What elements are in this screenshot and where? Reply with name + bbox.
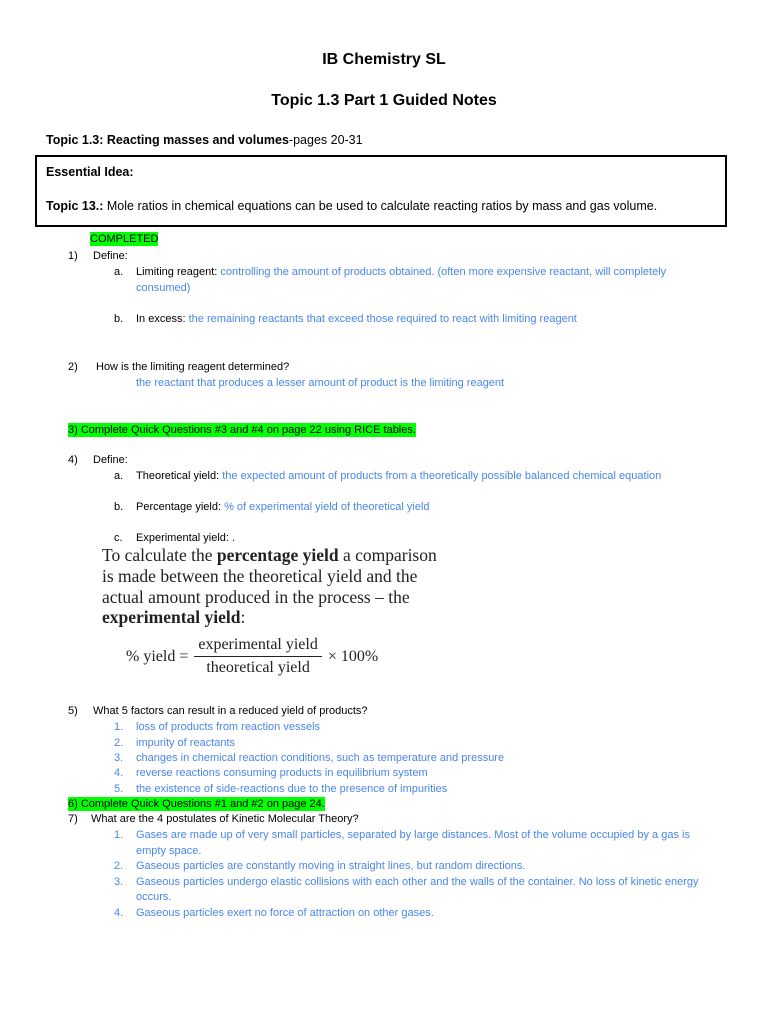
q5-item-number: 3. [114, 752, 124, 764]
q5-item-number: 4. [114, 767, 124, 779]
document-subtitle: Topic 1.3 Part 1 Guided Notes [271, 92, 497, 109]
excerpt-line-4: experimental yield: [102, 607, 246, 627]
q1a-letter: a. [114, 266, 124, 278]
q1a-line [136, 265, 666, 279]
q4a-term: Theoretical yield: [136, 470, 220, 482]
q4a-line [136, 469, 661, 483]
q4b-line [136, 500, 430, 514]
formula-lhs: % yield = [126, 647, 189, 665]
q2-number: 2) [68, 361, 78, 373]
q7-item-number: 3. [114, 876, 124, 888]
excerpt-line-2: is made between the theoretical yield and the [102, 566, 418, 586]
q7-item-number: 4. [114, 907, 124, 919]
q7-item: Gases are made up of very small particles, separated by large distances. Most of the volume occupied by a gas is [136, 829, 690, 841]
q5-item: loss of products from reaction vessels [136, 721, 321, 733]
q3-task: 3) Complete Quick Questions #3 and #4 on page 22 using RICE tables. [68, 424, 416, 436]
q1b-line [136, 312, 577, 326]
q4c-letter: c. [114, 532, 123, 544]
q2-question: How is the limiting reagent determined? [96, 361, 290, 373]
q4a-letter: a. [114, 470, 124, 482]
topic-line [46, 132, 363, 148]
essential-idea-label: Topic 13.: [46, 199, 104, 213]
q1a-term: Limiting reagent: [136, 266, 218, 278]
q5-item: the existence of side-reactions due to the presence of impurities [136, 783, 448, 795]
q7-number: 7) [68, 813, 78, 825]
q5-question: What 5 factors can result in a reduced yield of products? [93, 705, 368, 717]
q5-item-number: 1. [114, 721, 124, 733]
q4-number: 4) [68, 454, 78, 466]
topic-pages: -pages 20-31 [288, 133, 363, 147]
document-title: IB Chemistry SL [322, 51, 446, 68]
q2-answer: the reactant that produces a lesser amount of product is the limiting reagent [136, 377, 505, 389]
q5-number: 5) [68, 705, 78, 717]
q7-item-number: 2. [114, 860, 124, 872]
q7-item-continued: empty space. [136, 845, 202, 857]
q4-label: Define: [93, 454, 128, 466]
excerpt-line-1: To calculate the percentage yield a comparison [102, 545, 437, 565]
essential-idea-heading: Essential Idea: [46, 165, 134, 179]
q4b-answer: % of experimental yield of theoretical yield [224, 501, 430, 513]
essential-idea-box [35, 155, 727, 227]
q5-item-number: 5. [114, 783, 124, 795]
q1a-answer-continued: consumed) [136, 282, 191, 294]
q4b-term: Percentage yield: [136, 501, 221, 513]
q5-item-number: 2. [114, 737, 124, 749]
q7-item-continued: occurs. [136, 891, 172, 903]
excerpt-line-3: actual amount produced in the process – the [102, 587, 410, 607]
q1-label: Define: [93, 250, 128, 262]
q1b-term: In excess: [136, 313, 186, 325]
q6-task: 6) Complete Quick Questions #1 and #2 on page 24. [68, 798, 325, 810]
q4c-term: Experimental yield: . [136, 532, 236, 544]
q4a-answer: the expected amount of products from a theoretically possible balanced chemical equation [222, 470, 662, 482]
q7-item: Gaseous particles undergo elastic collisions with each other and the walls of the container. No loss of kinetic energy [136, 876, 699, 888]
completed-badge: COMPLETED [90, 233, 159, 245]
q1-number: 1) [68, 250, 78, 262]
percentage-yield-formula [126, 636, 378, 677]
q5-item: changes in chemical reaction conditions, such as temperature and pressure [136, 752, 505, 764]
q4b-letter: b. [114, 501, 124, 513]
formula-numerator: experimental yield [194, 636, 322, 657]
q1b-letter: b. [114, 313, 124, 325]
q7-item-number: 1. [114, 829, 124, 841]
q7-item: Gaseous particles are constantly moving in straight lines, but random directions. [136, 860, 526, 872]
q5-item: impurity of reactants [136, 737, 236, 749]
essential-idea-text [46, 198, 657, 214]
topic-heading: Topic 1.3: Reacting masses and volumes [46, 133, 289, 147]
q7-question: What are the 4 postulates of Kinetic Molecular Theory? [91, 813, 359, 825]
q1a-answer: controlling the amount of products obtained. (often more expensive reactant, will completely [220, 266, 667, 278]
essential-idea-body: Mole ratios in chemical equations can be used to calculate reacting ratios by mass and gas volume. [103, 199, 658, 213]
q5-item: reverse reactions consuming products in equilibrium system [136, 767, 428, 779]
formula-denominator: theoretical yield [206, 659, 310, 676]
q1b-answer: the remaining reactants that exceed those required to react with limiting reagent [188, 313, 577, 325]
formula-fraction [194, 636, 322, 677]
q7-item: Gaseous particles exert no force of attraction on other gases. [136, 907, 434, 919]
formula-rhs: × 100% [327, 647, 379, 665]
